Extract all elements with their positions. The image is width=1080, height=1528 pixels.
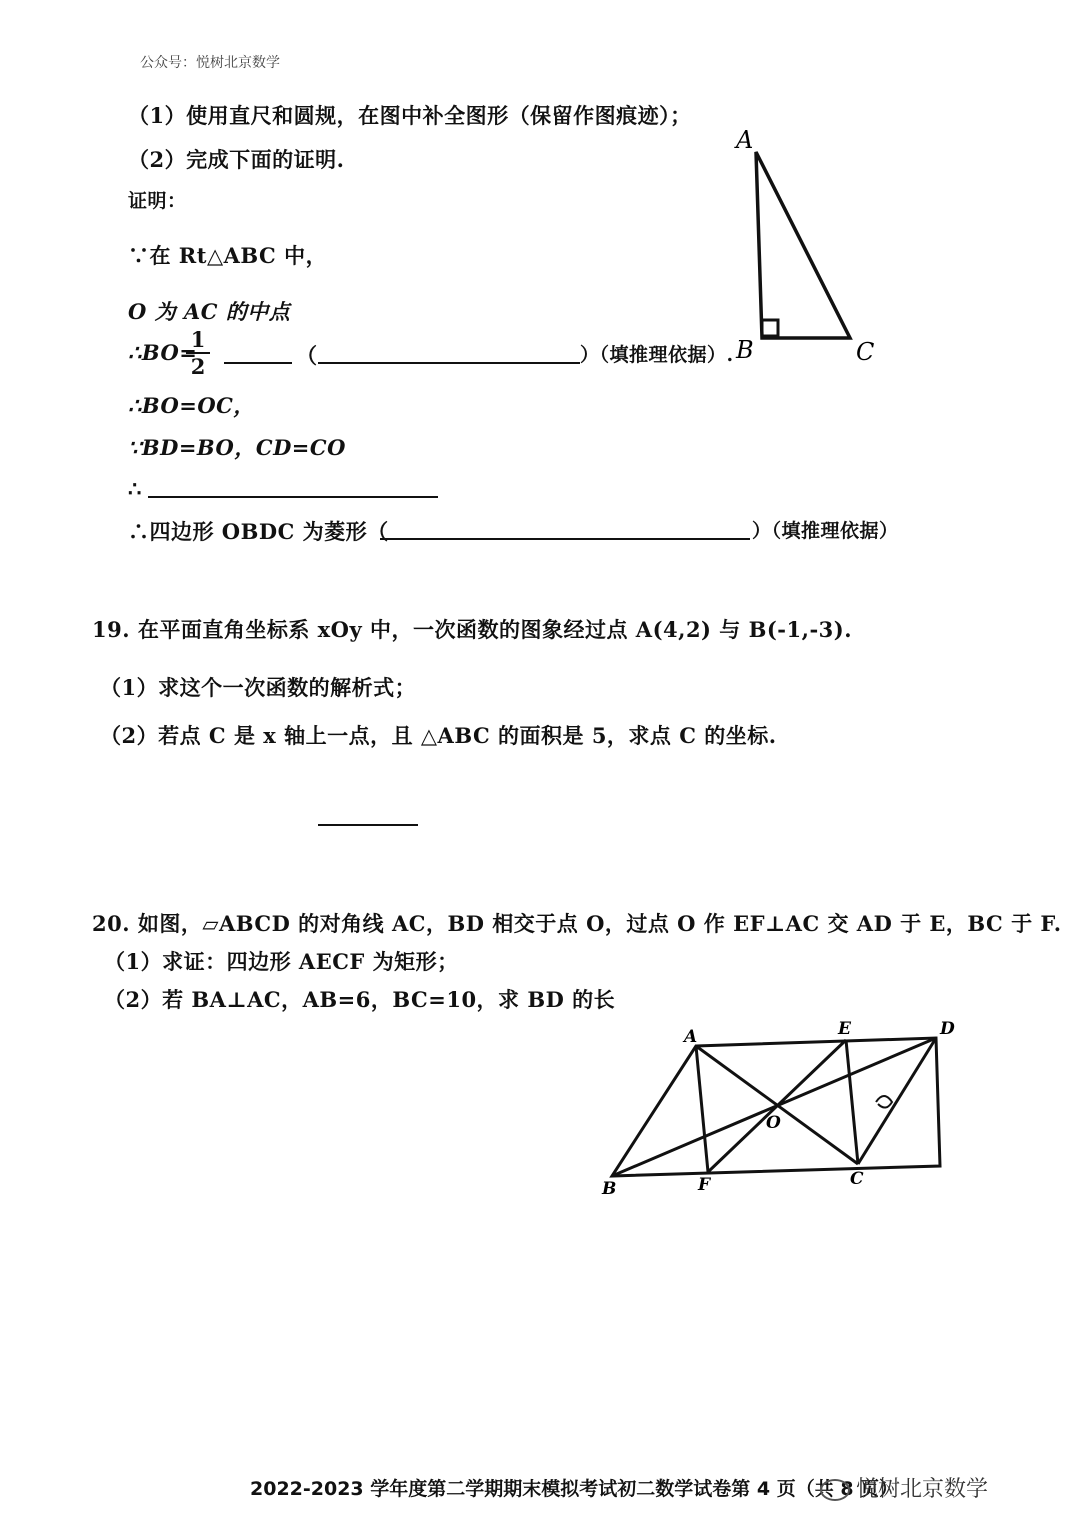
fraction-one-half bbox=[186, 328, 210, 380]
blank-line-6[interactable] bbox=[148, 496, 438, 498]
blank-reason-2[interactable] bbox=[380, 538, 750, 540]
blank-reason-1[interactable] bbox=[318, 362, 580, 364]
segment-ec bbox=[846, 1040, 858, 1164]
label-c: C bbox=[856, 338, 875, 366]
label-e: E bbox=[838, 1019, 851, 1039]
right-angle-mark bbox=[762, 320, 778, 336]
q19-stem: 19. 在平面直角坐标系 xOy 中，一次函数的图象经过点 A(4,2) 与 B(-1,-3). bbox=[92, 617, 853, 642]
proof-line-5: ∵BD=BO，CD=CO bbox=[128, 435, 346, 460]
proof-line-1: ∵在 Rt△ABC 中， bbox=[128, 243, 328, 268]
proof-line-3-suffix: ）（填推理依据）. bbox=[580, 344, 734, 366]
watermark-text: 悦树北京数学 bbox=[856, 1477, 989, 1502]
proof-line-7-prefix: ∴四边形 OBDC 为菱形（ bbox=[128, 519, 389, 544]
label-b: B bbox=[736, 336, 754, 364]
segment-cd bbox=[858, 1038, 936, 1164]
wechat-icon bbox=[820, 1479, 850, 1501]
proof-line-3-prefix: ∴BO= bbox=[128, 340, 198, 365]
q20-part1: （1）求证：四边形 AECF 为矩形； bbox=[104, 949, 459, 974]
proof-line-7-suffix: ）（填推理依据） bbox=[752, 520, 899, 542]
right-triangle-figure bbox=[720, 120, 890, 370]
q19-part2: （2）若点 C 是 x 轴上一点，且 △ABC 的面积是 5，求点 C 的坐标. bbox=[100, 723, 777, 748]
q19-part1: （1）求这个一次函数的解析式； bbox=[100, 675, 417, 700]
fraction-numerator: 1 bbox=[186, 328, 210, 354]
label-o: O bbox=[766, 1113, 781, 1133]
parallelogram-figure bbox=[596, 1014, 956, 1204]
label-a: A bbox=[684, 1027, 698, 1047]
proof-line-4: ∴BO=OC， bbox=[128, 393, 255, 418]
label-b: B bbox=[602, 1179, 617, 1199]
label-d: D bbox=[940, 1019, 955, 1039]
q18-part2: （2）完成下面的证明. bbox=[128, 147, 345, 172]
proof-line-3-open: （ bbox=[296, 343, 318, 368]
label-f: F bbox=[698, 1175, 711, 1195]
fraction-denominator: 2 bbox=[190, 354, 206, 379]
q20-stem: 20. 如图，▱ABCD 的对角线 AC，BD 相交于点 O，过点 O 作 EF⊥AC 交 AD 于 E，BC 于 F. bbox=[92, 911, 1062, 936]
proof-line-2: O 为 AC 的中点 bbox=[128, 299, 291, 324]
blank-line-3a[interactable] bbox=[224, 362, 292, 364]
arc-mark bbox=[876, 1096, 892, 1108]
watermark-account bbox=[820, 1472, 988, 1503]
segment-ef bbox=[708, 1040, 846, 1172]
short-rule bbox=[318, 824, 418, 826]
label-c: C bbox=[850, 1169, 864, 1189]
q18-part1: （1）使用直尺和圆规，在图中补全图形（保留作图痕迹）； bbox=[128, 103, 692, 128]
header-account: 公众号：悦树北京数学 bbox=[140, 55, 280, 71]
proof-line-6: ∴ bbox=[128, 476, 142, 501]
q20-part2: （2）若 BA⊥AC，AB=6，BC=10，求 BD 的长 bbox=[104, 987, 616, 1012]
proof-label: 证明： bbox=[128, 190, 187, 212]
triangle-abc bbox=[756, 152, 850, 338]
segment-af bbox=[696, 1046, 708, 1172]
page-footer: 2022-2023 学年度第二学期期末模拟考试初二数学试卷第 4 页（共 8 页） bbox=[250, 1478, 899, 1500]
label-a: A bbox=[736, 126, 754, 154]
